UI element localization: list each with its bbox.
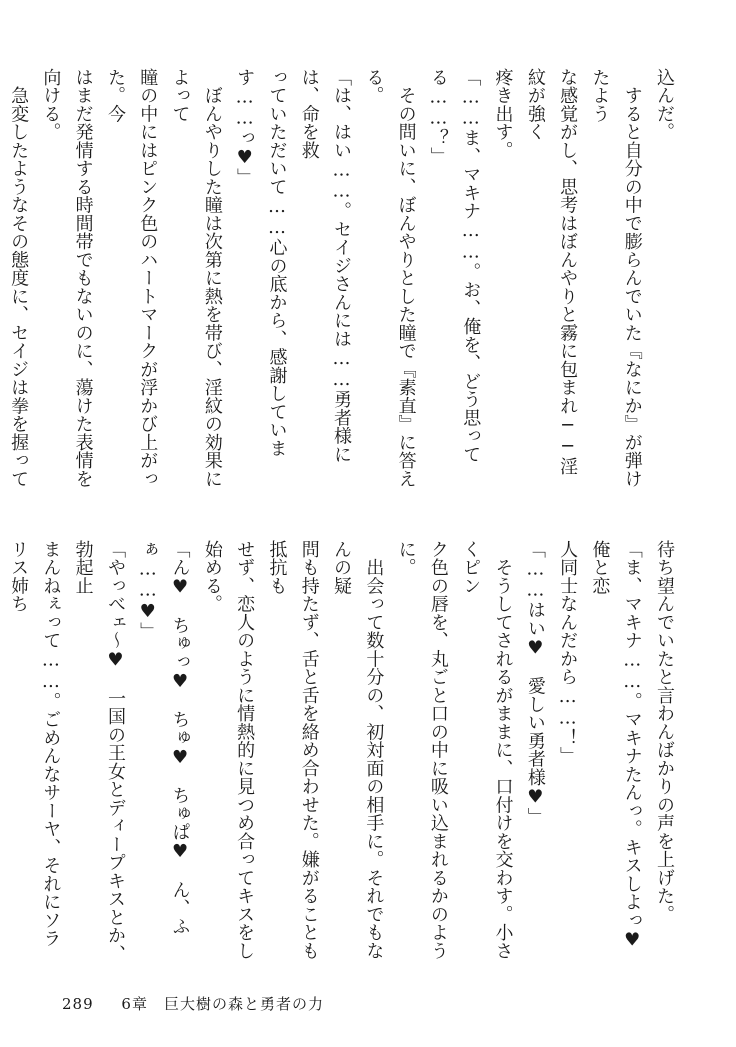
text-line: はまだ発情する時間帯でもないのに、蕩けた表情を向ける。 <box>40 68 94 488</box>
text-line: せず、恋人のように情熱的に見つめ合ってキスをし始める。 <box>201 540 256 960</box>
text-line: っていただいて……心の底から、感謝しています……っ♥」 <box>234 68 288 458</box>
text-line: 「……はい♥ 愛しい勇者様♥」 <box>524 540 546 826</box>
text-line: な感覚がし、思考はぼんやりと霧に包まれ──淫紋が強く <box>524 68 579 476</box>
text-line: 急変したようなその態度に、セイジは拳を握って <box>8 86 30 488</box>
text-line: 「やっべェ～♥ 一国の王女とディープキスとか、勃起止 <box>72 540 126 963</box>
text-line: ぼんやりした瞳は次第に熱を帯び、淫紋の効果によって <box>169 68 223 488</box>
text-line: そうしてされるがままに、口付けを交わす。小さくピン <box>460 540 514 960</box>
text-line: 「ま、マキナ……。マキナたんっ。キスしよっ♥ 俺と恋 <box>589 540 643 969</box>
text-block-bottom <box>8 540 680 969</box>
chapter-title: 6章 巨大樹の森と勇者の力 <box>121 995 324 1013</box>
text-line: 「は、はい……。セイジさんには……勇者様には、命を救 <box>298 68 353 464</box>
text-line: すると自分の中で膨らんでいた『なにか』が弾けたよう <box>589 68 643 488</box>
text-line: まんねぇって……。ごめんなサーヤ、それにソラリス姉ち <box>8 540 62 948</box>
text-line: ク色の唇を、丸ごと口の中に吸い込まれるかのように。 <box>395 540 449 960</box>
page-number: 289 <box>62 995 94 1013</box>
text-line: 人同士なんだから……！」 <box>557 540 579 765</box>
text-line: 待ち望んでいたと言わんばかりの声を上げた。 <box>654 540 675 924</box>
text-block-top <box>8 68 680 492</box>
text-line: その問いに、ぼんやりとした瞳で『素直』に答える。 <box>363 68 417 488</box>
text-line: 出会って数十分の、初対面の相手に。それでもなんの疑 <box>331 540 385 960</box>
text-line: 「……ま、マキナ……。お、俺を、どう思ってる……？」 <box>427 68 482 464</box>
text-line: 「ん♥ ちゅっ♥ ちゅ♥ ちゅぱ♥ ん、ふぁ……♥」 <box>137 540 191 936</box>
text-line: 問も持たず、舌と舌を絡め合わせた。嫌がることも抵抗も <box>266 540 320 960</box>
text-line: 込んだ。 <box>654 68 675 141</box>
text-line: 瞳の中にはピンク色のハートマークが浮かび上がった。今 <box>104 68 159 488</box>
page-footer <box>62 993 324 1014</box>
text-line: 疼き出す。 <box>492 68 514 160</box>
text-line <box>0 540 2 964</box>
